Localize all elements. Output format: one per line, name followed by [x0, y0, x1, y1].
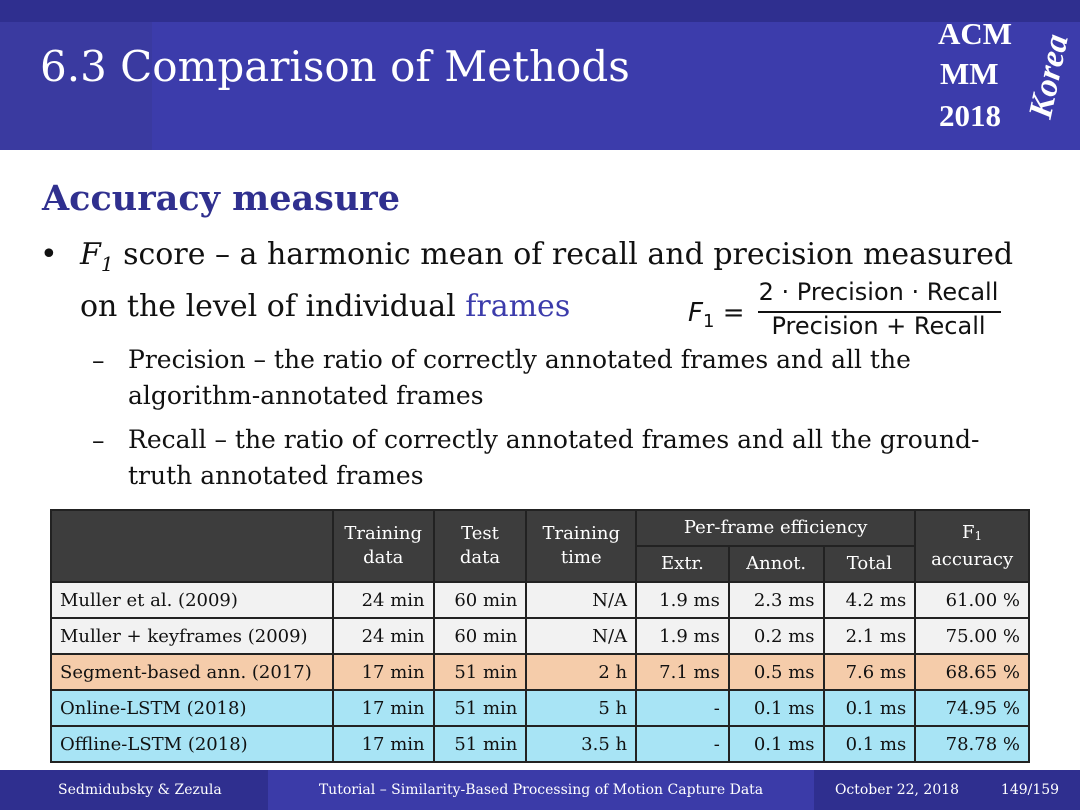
- cell-total: 2.1 ms: [824, 618, 916, 654]
- cell-annot: 2.3 ms: [729, 582, 824, 618]
- footer-page-number: 149/159: [980, 770, 1080, 810]
- formula-denominator: Precision + Recall: [771, 312, 986, 340]
- cell-test-data: 51 min: [434, 654, 527, 690]
- cell-training-data: 24 min: [333, 582, 434, 618]
- cell-accuracy: 78.78 %: [915, 726, 1029, 762]
- subbullet-recall-line2: truth annotated frames: [128, 461, 424, 490]
- footer-authors: Sedmidubsky & Zezula: [0, 770, 268, 810]
- cell-extr: 1.9 ms: [636, 618, 729, 654]
- cell-test-data: 60 min: [434, 582, 527, 618]
- frames-highlight: frames: [465, 289, 571, 324]
- cell-training-time: 5 h: [526, 690, 636, 726]
- cell-test-data: 60 min: [434, 618, 527, 654]
- cell-training-data: 17 min: [333, 654, 434, 690]
- cell-total: 4.2 ms: [824, 582, 916, 618]
- table-row: [51, 726, 1029, 762]
- header-training-data: Training data: [333, 510, 434, 582]
- cell-annot: 0.2 ms: [729, 618, 824, 654]
- cell-training-data: 17 min: [333, 726, 434, 762]
- header-annot: Annot.: [729, 546, 824, 582]
- cell-total: 0.1 ms: [824, 690, 916, 726]
- f1-formula: [688, 278, 1008, 344]
- cell-accuracy: 74.95 %: [915, 690, 1029, 726]
- comparison-table: [50, 509, 1030, 763]
- cell-method: Segment-based ann. (2017): [51, 654, 333, 690]
- cell-extr: -: [636, 726, 729, 762]
- cell-extr: 7.1 ms: [636, 654, 729, 690]
- cell-method: Muller + keyframes (2009): [51, 618, 333, 654]
- slide-footer: [0, 770, 1080, 810]
- header-f1-accuracy: F1 accuracy: [915, 510, 1029, 582]
- subbullet-dash-precision: –: [92, 346, 105, 375]
- cell-training-data: 17 min: [333, 690, 434, 726]
- cell-method: Muller et al. (2009): [51, 582, 333, 618]
- cell-annot: 0.1 ms: [729, 690, 824, 726]
- footer-tutorial-title: Tutorial – Similarity-Based Processing of Motion Capture Data: [318, 782, 764, 798]
- header-test-data: Test data: [434, 510, 527, 582]
- header-extr: Extr.: [636, 546, 729, 582]
- formula-numerator: 2 · Precision · Recall: [758, 278, 999, 306]
- cell-test-data: 51 min: [434, 726, 527, 762]
- cell-method: Online-LSTM (2018): [51, 690, 333, 726]
- subbullet-recall-line1: Recall – the ratio of correctly annotated frames and all the ground-: [128, 425, 980, 454]
- bullet-marker: •: [40, 237, 58, 272]
- table-row: [51, 582, 1029, 618]
- cell-test-data: 51 min: [434, 690, 527, 726]
- bullet-text-line1: $F_1$ score – a harmonic mean of recall and precision measured: [80, 237, 1014, 276]
- acm-mm-logo: [930, 12, 1076, 140]
- logo-korea-script: Korea: [1022, 30, 1076, 122]
- cell-training-time: 3.5 h: [526, 726, 636, 762]
- footer-date: October 22, 2018: [814, 770, 980, 810]
- slide-header: [0, 0, 1080, 150]
- logo-acm: ACM: [938, 16, 1013, 51]
- formula-lhs: $F_1$ =: [688, 298, 745, 333]
- logo-year: 2018: [939, 98, 1001, 133]
- table-row: [51, 690, 1029, 726]
- subbullet-precision-line1: Precision – the ratio of correctly annotated frames and all the: [128, 345, 911, 374]
- logo-mm: MM: [940, 56, 999, 91]
- header-per-frame-efficiency: Per-frame efficiency: [636, 510, 915, 546]
- f1-symbol: $F_1$: [80, 237, 114, 276]
- cell-annot: 0.1 ms: [729, 726, 824, 762]
- cell-accuracy: 75.00 %: [915, 618, 1029, 654]
- cell-total: 7.6 ms: [824, 654, 916, 690]
- header-top-strip: [0, 0, 1080, 22]
- cell-extr: 1.9 ms: [636, 582, 729, 618]
- subbullet-precision-line2: algorithm-annotated frames: [128, 381, 484, 410]
- header-total: Total: [824, 546, 916, 582]
- table-header-row: [51, 510, 1029, 546]
- cell-annot: 0.5 ms: [729, 654, 824, 690]
- cell-training-time: 2 h: [526, 654, 636, 690]
- subbullet-dash-recall: –: [92, 426, 105, 455]
- header-method: [51, 510, 333, 582]
- cell-method: Offline-LSTM (2018): [51, 726, 333, 762]
- cell-total: 0.1 ms: [824, 726, 916, 762]
- cell-accuracy: 61.00 %: [915, 582, 1029, 618]
- cell-training-time: N/A: [526, 618, 636, 654]
- header-training-time: Training time: [526, 510, 636, 582]
- cell-accuracy: 68.65 %: [915, 654, 1029, 690]
- cell-training-time: N/A: [526, 582, 636, 618]
- bullet-text-line2: on the level of individual frames: [80, 289, 571, 324]
- table-row: [51, 618, 1029, 654]
- cell-training-data: 24 min: [333, 618, 434, 654]
- cell-extr: -: [636, 690, 729, 726]
- section-heading: Accuracy measure: [42, 178, 401, 219]
- slide-title: 6.3 Comparison of Methods: [40, 42, 630, 91]
- table-row: [51, 654, 1029, 690]
